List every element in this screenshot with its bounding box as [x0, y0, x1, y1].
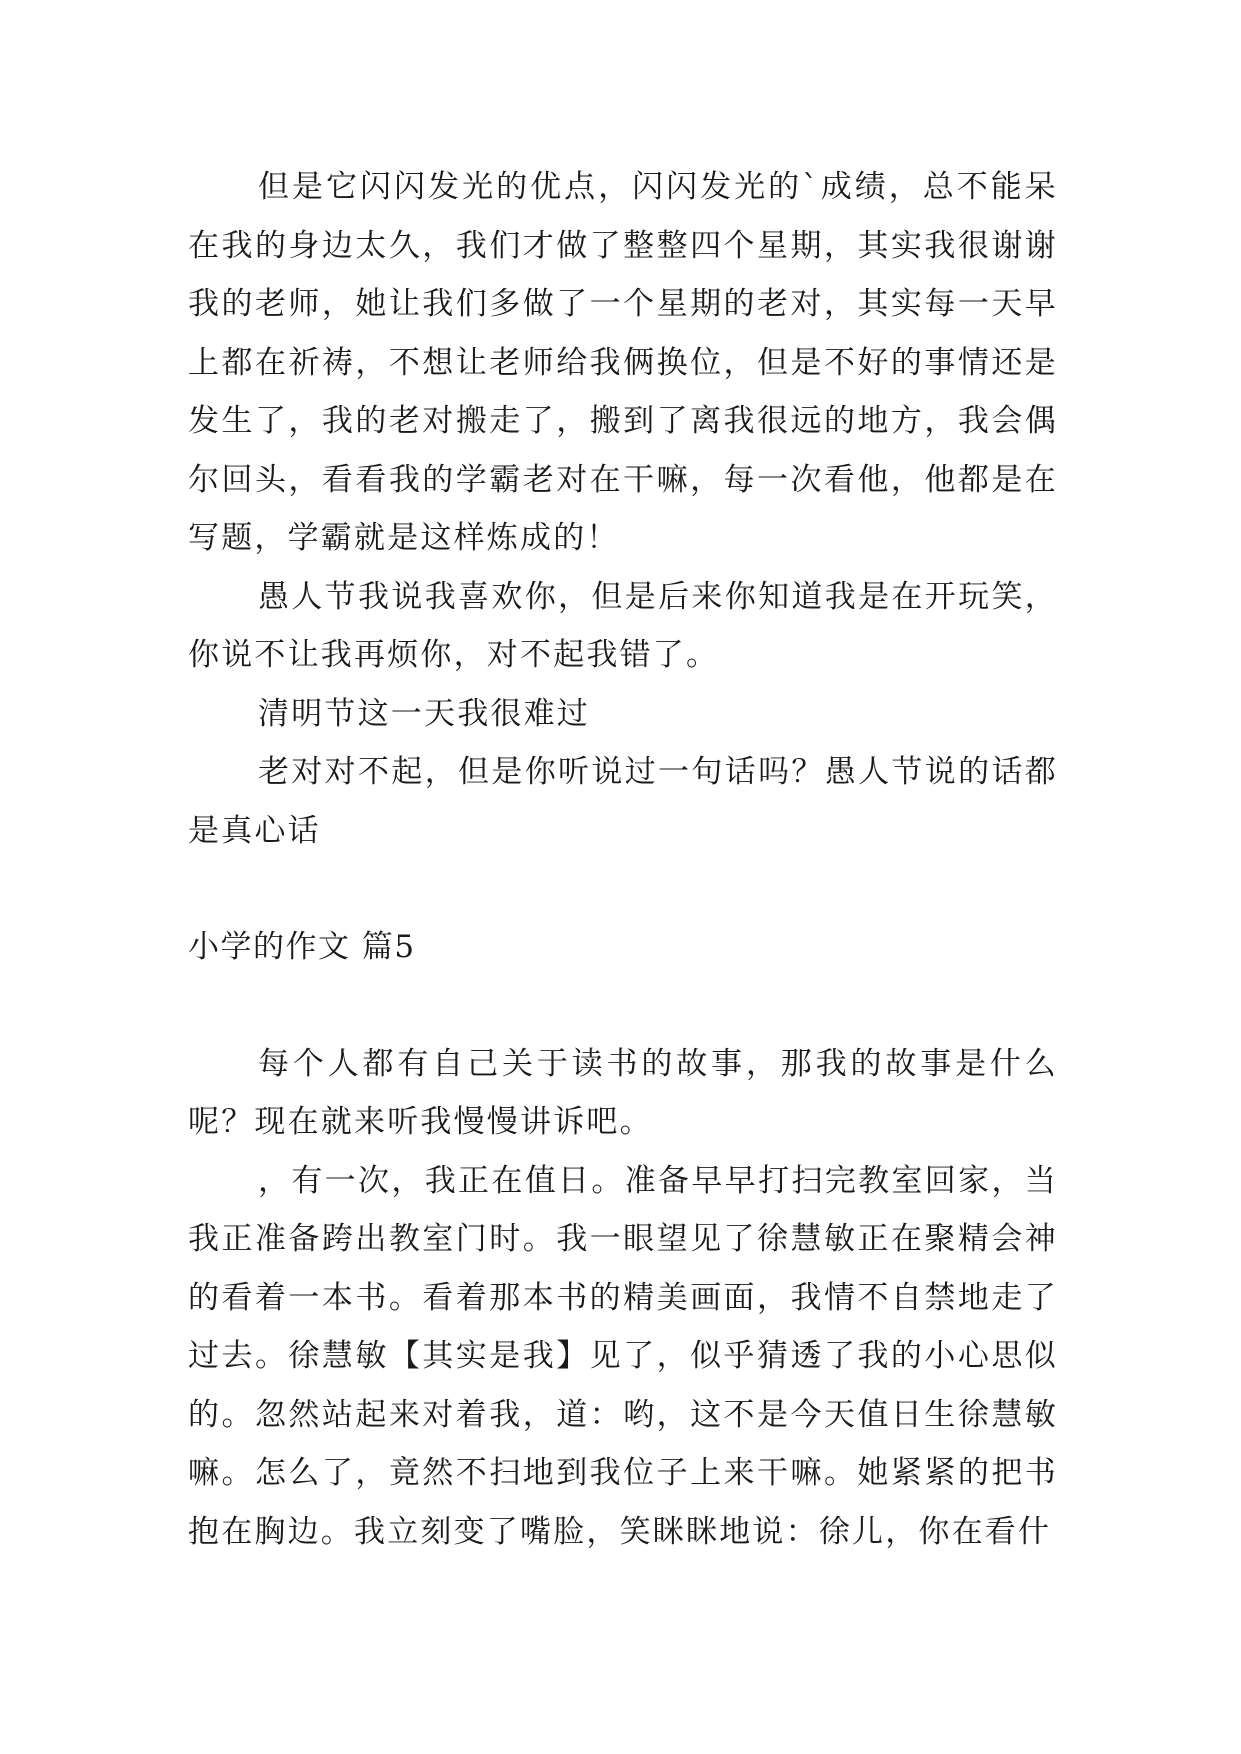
paragraph: 但是它闪闪发光的优点，闪闪发光的`成绩，总不能呆在我的身边太久，我们才做了整整四个星期，其实我很谢谢我的老师，她让我们多做了一个星期的老对，其实每一天早上都在祈祷，不想让老师给我俩换位，但是不好的事情还是发生了，我的老对搬走了，搬到了离我很远的地方，我会偶尔回头，看看我的学霸老对在干嘛，每一次看他，他都是在写题，学霸就是这样炼成的！	[188, 169, 1058, 556]
paragraph: 清明节这一天我很难过	[258, 695, 590, 732]
section-heading: 小学的作文 篇5	[188, 929, 416, 965]
paragraph: 愚人节我说我喜欢你，但是后来你知道我是在开玩笑，你说不让我再烦你，对不起我错了。	[188, 578, 1058, 673]
paragraph: ，有一次，我正在值日。准备早早打扫完教室回家，当我正准备跨出教室门时。我一眼望见了徐慧敏正在聚精会神的看着一本书。看着那本书的精美画面，我情不自禁地走了过去。徐慧敏【其实是我】见了，似乎猜透了我的小心思似的。忽然站起来对着我，道：哟，这不是今天值日生徐慧敏嘛。怎么了，竟然不扫地到我位子上来干嘛。她紧紧的把书抱在胸边。我立刻变了嘴脸，笑眯眯地说：徐儿，你在看什	[188, 1162, 1058, 1550]
paragraph: 每个人都有自己关于读书的故事，那我的故事是什么呢？现在就来听我慢慢讲诉吧。	[188, 1045, 1058, 1140]
paragraph: 老对对不起，但是你听说过一句话吗？愚人节说的话都是真心话	[188, 754, 1058, 849]
document-body	[188, 158, 1058, 1561]
